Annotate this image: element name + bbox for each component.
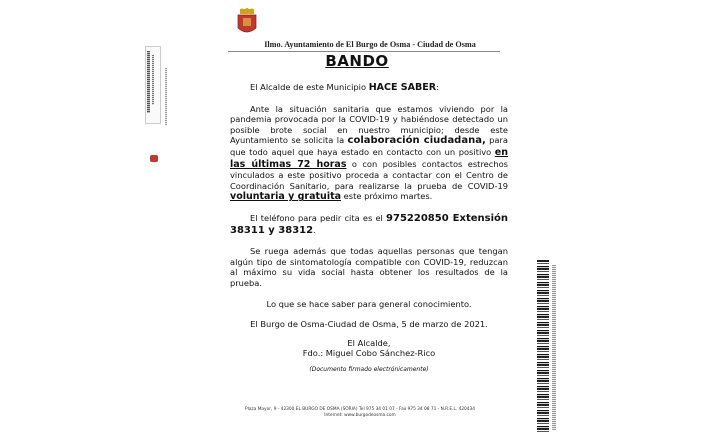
paragraph-phone <box>230 213 508 236</box>
intro <box>230 82 508 94</box>
p2-text: El teléfono para pedir cita es el <box>250 212 387 223</box>
intro-end: : <box>436 82 439 92</box>
registry-stamp <box>145 46 161 124</box>
document-title: BANDO <box>325 52 389 70</box>
footer-address: Plaza Mayor, 9 - 42300 EL BURGO DE OSMA (SORIA) Tel 975 34 01 07 - Fax 975 34 08 71 - N.R.E.L. 420434 <box>245 407 475 412</box>
p1-emphasis-72h: en las últimas 72 horas <box>230 146 508 170</box>
p1-text-e: o con posibles contactos estrechos vinculados a este positivo proceda a contactar con el Centro de Coordinación Sanitario, para realizarse la prueba de COVID-19 <box>230 158 508 191</box>
p1-text-g: este próximo martes. <box>341 191 433 202</box>
p1-text-a: Ante la situación sanitaria que estamos viviendo por la pandemia provocada por la COVID-19 y habiéndose detectado un posible brote social en nuestro municipio; desde este Ayuntamiento se solicita la <box>230 103 508 146</box>
document-body <box>230 82 508 375</box>
p1-emphasis-collaboration: colaboración ciudadana, <box>347 135 486 147</box>
paragraph-symptoms: Se ruega además que todas aquellas personas que tengan algún tipo de sintomatología compatible con COVID-19, reduzcan al máximo su vida social hasta obtener los resultados de la prueba. <box>230 246 508 288</box>
footer-website: Internet: www.burgodeosma.com <box>324 413 396 418</box>
validation-side-text <box>552 265 556 430</box>
signed-note: (Documento firmado electrónicamente) <box>309 365 429 373</box>
signature-block <box>230 338 508 376</box>
registry-side-text <box>165 68 167 126</box>
signer-title: El Alcalde, <box>347 337 391 348</box>
p1-text-c: para que todo aquel que haya estado en contacto con un positivo <box>230 135 508 157</box>
paragraph-request <box>230 104 508 203</box>
footer <box>180 407 540 419</box>
p2-end: . <box>313 224 316 235</box>
place-date: El Burgo de Osma-Ciudad de Osma, 5 de marzo de 2021. <box>250 319 488 330</box>
phone-number: 975220850 Extensión 38311 y 38312 <box>230 212 508 236</box>
signer-name: Fdo.: Miguel Cobo Sánchez-Rico <box>302 348 436 359</box>
coat-of-arms-icon <box>236 8 258 36</box>
intro-bold: HACE SABER <box>368 82 437 93</box>
p1-emphasis-free: voluntaria y gratuita <box>230 191 342 203</box>
intro-text: El Alcalde de este Municipio <box>250 82 369 92</box>
barcode <box>537 260 549 432</box>
small-crest-icon <box>150 155 158 162</box>
issuer-header: Ilmo. Ayuntamiento de El Burgo de Osma - Ciudad de Osma <box>264 40 476 49</box>
general-knowledge: Lo que se hace saber para general conocimiento. <box>266 298 472 309</box>
